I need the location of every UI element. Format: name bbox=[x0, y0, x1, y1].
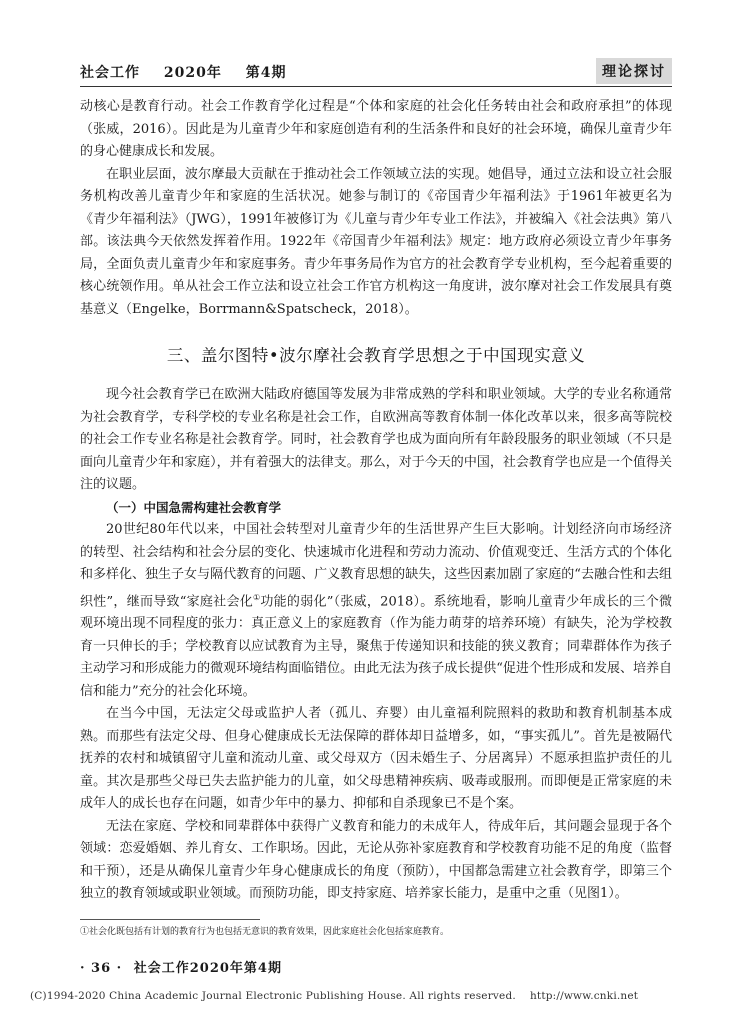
paragraph: 动核心是教育行动。社会工作教育学化过程是“个体和家庭的社会化任务转由社会和政府承担”的体现（张威，2016）。因此是为儿童青少年和家庭创造有利的生活条件和良好的社会环境，确保儿童青少年的身心健康成长和发展。 bbox=[80, 99, 672, 159]
paragraph-text: 20世纪80年代以来，中国社会转型对儿童青少年的生活世界产生巨大影响。计划经济向市场经济的转型、社会结构和社会分层的变化、快速城市化进程和劳动力流动、价值观变迁、生活方式的个体化和多样化、独生子女与隔代教育的问题、广义教育思想的缺失，这些因素加剧了家庭的“去融合性和去组织性”，继而导致“家庭社会化 bbox=[80, 522, 672, 609]
paragraph-text: 功能的弱化”（张威，2018）。系统地看，影响儿童青少年成长的三个微观环境出现不同程度的张力：真正意义上的家庭教育（作为能力萌芽的培养环境）有缺失，沦为学校教育一只伸长的手；学校教育以应试教育为主导，聚焦于传递知识和技能的狭义教育；同辈群体作为孩子主动学习和形成能力的微观环境结构面临错位。由此无法为孩子成长提供“促进个性形成和发展、培养自信和能力”充分的社会化环境。 bbox=[80, 593, 673, 699]
running-header bbox=[80, 58, 672, 84]
footer-journal: 社会工作2020年第4期 bbox=[133, 961, 282, 976]
journal-issue: 第4期 bbox=[245, 65, 287, 81]
page-footer bbox=[80, 957, 282, 976]
paragraph bbox=[80, 519, 672, 703]
section-title: 三、盖尔图特•波尔摩社会教育学思想之于中国现实意义 bbox=[166, 346, 586, 365]
page-number: · 36 · bbox=[80, 961, 123, 976]
paragraph: 现今社会教育学已在欧洲大陆政府德国等发展为非常成熟的学科和职业领域。大学的专业名称通常为社会教育学，专科学校的专业名称是社会工作，自欧洲高等教育体制一体化改革以来，很多高等院校的社会工作专业名称是社会教育学。同时，社会教育学也成为面向所有年龄段服务的职业领域（不只是面向儿童青少年和家庭），并有着强大的法律支。那么，对于今天的中国，社会教育学也应是一个值得关注的议题。 bbox=[80, 387, 672, 492]
column-label: 理论探讨 bbox=[596, 58, 672, 84]
header-divider bbox=[80, 86, 672, 87]
copyright-link[interactable]: http://www.cnki.net bbox=[529, 990, 639, 1002]
footnote-marker[interactable]: ① bbox=[252, 592, 261, 602]
paragraph: 在当今中国，无法定父母或监护人者（孤儿、弃婴）由儿童福利院照料的救助和教育机制基本成熟。而那些有法定父母、但身心健康成长无法保障的群体却日益增多，如，“事实孤儿”。首先是被隔代抚养的农村和城镇留守儿童和流动儿童、或父母双方（因未婚生子、分居离异）不愿承担监护责任的儿童。其次是那些父母已失去监护能力的儿童，如父母患精神疾病、吸毒或服刑。而即便是正常家庭的未成年人的成长也存在问题，如青少年中的暴力、抑郁和自杀现象已不是个案。 bbox=[80, 706, 672, 812]
journal-name: 社会工作 bbox=[80, 65, 140, 81]
subsection-title: （一）中国急需构建社会教育学 bbox=[106, 499, 282, 515]
journal-year: 2020年 bbox=[163, 65, 222, 81]
footnote-divider bbox=[80, 919, 260, 920]
paragraph: 在职业层面，波尔摩最大贡献在于推动社会工作领域立法的实现。她倡导，通过立法和设立社会服务机构改善儿童青少年和家庭的生活状况。她参与制订的《帝国青少年福利法》于1961年被更名为《青少年福利法》（JWG），1991年被修订为《儿童与青少年专业工作法》，并被编入《社会法典》第八部。该法典今天依然发挥着作用。1922年《帝国青少年福利法》规定：地方政府必须设立青少年事务局，全面负责儿童青少年和家庭事务。青少年事务局作为官方的社会教育学专业机构，至今起着重要的核心统领作用。单从社会工作立法和设立社会工作官方机构这一角度讲，波尔摩对社会工作发展具有奠基意义（Engelke，Borrmann&Spatscheck，2018）。 bbox=[80, 166, 672, 317]
footnote: ①社会化既包括有计划的教育行为也包括无意识的教育效果，因此家庭社会化包括家庭教育。 bbox=[80, 927, 450, 937]
article-body bbox=[80, 96, 672, 906]
copyright-line bbox=[30, 990, 730, 1002]
copyright-text: (C)1994-2020 China Academic Journal Electronic Publishing House. All rights reserved. bbox=[30, 990, 516, 1002]
paragraph: 无法在家庭、学校和同辈群体中获得广义教育和能力的未成年人，待成年后，其问题会显现于各个领域：恋爱婚姻、养儿育女、工作职场。因此，无论从弥补家庭教育和学校教育功能不足的角度（监督和干预），还是从确保儿童青少年身心健康成长的角度（预防），中国都急需建立社会教育学，即第三个独立的教育领域或职业领域。而预防功能，即支持家庭、培养家长能力，是重中之重（见图1）。 bbox=[80, 818, 672, 902]
journal-info bbox=[80, 62, 304, 82]
